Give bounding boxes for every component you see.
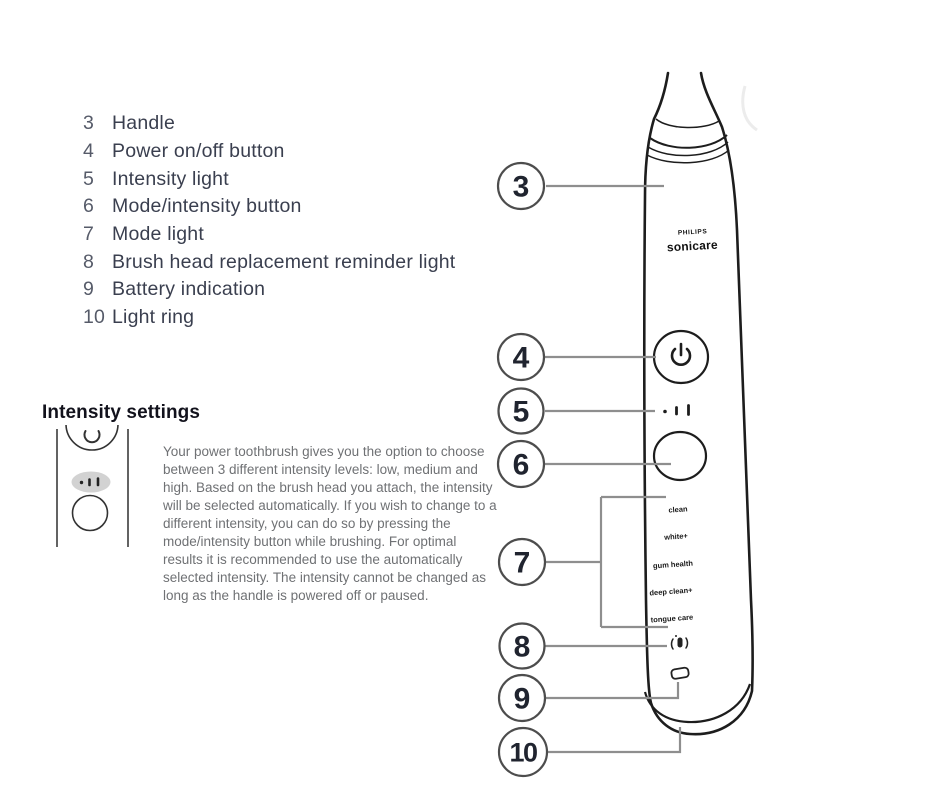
callout-number: 10 <box>509 737 537 768</box>
callout-number: 5 <box>512 395 530 429</box>
callouts <box>498 163 547 776</box>
part-number: 7 <box>83 223 95 246</box>
mode-label-gum-health: gum health <box>652 558 694 571</box>
callout-number: 3 <box>512 170 530 204</box>
part-number: 5 <box>83 167 95 190</box>
part-label: Battery indication <box>112 278 266 301</box>
part-label: Power on/off button <box>112 140 285 163</box>
power-button <box>654 331 708 383</box>
part-number: 10 <box>83 306 106 329</box>
part-number: 4 <box>83 140 95 163</box>
part-number: 9 <box>83 278 95 301</box>
part-number: 8 <box>83 250 95 273</box>
leader-10 <box>546 727 680 752</box>
callout-number: 7 <box>513 546 531 580</box>
part-label: Light ring <box>112 306 195 329</box>
part-number: 6 <box>83 195 95 218</box>
part-label: Intensity light <box>112 167 229 190</box>
mode-label-white: white+ <box>663 531 689 542</box>
brand-sonicare: sonicare <box>666 237 719 255</box>
battery-icon <box>671 667 689 679</box>
part-label: Brush head replacement reminder light <box>112 250 456 273</box>
part-number: 3 <box>83 112 95 135</box>
part-label: Handle <box>112 112 175 135</box>
mode-label-tongue-care: tongue care <box>650 612 694 625</box>
callout-number: 9 <box>513 682 531 716</box>
callout-number: 8 <box>513 630 531 664</box>
ghost-shadow-line <box>743 86 757 130</box>
mode-label-deep-clean: deep clean+ <box>649 585 693 598</box>
handle-outline <box>644 73 752 734</box>
mode-label-clean: clean <box>668 504 688 515</box>
section-heading: Intensity settings <box>42 402 201 423</box>
brand-philips: PHILIPS <box>677 228 708 237</box>
callout-number: 6 <box>512 448 530 482</box>
intensity-description: Your power toothbrush gives you the option to choose between 3 different intensity levels: low, medium and high. Based on the brush head you attach, the intensity will be selected automatically. If you wish to change to a different intensity, you can do so by pressing the mode/intensity button while brushing. For optimal results it is recommended to use the automatically selected intensity. The intensity cannot be changed as long as the handle is powered off or paused. <box>163 444 497 603</box>
mode-intensity-button <box>654 432 706 480</box>
part-label: Mode/intensity button <box>112 195 302 218</box>
callout-number: 4 <box>512 341 530 375</box>
part-label: Mode light <box>112 223 204 246</box>
